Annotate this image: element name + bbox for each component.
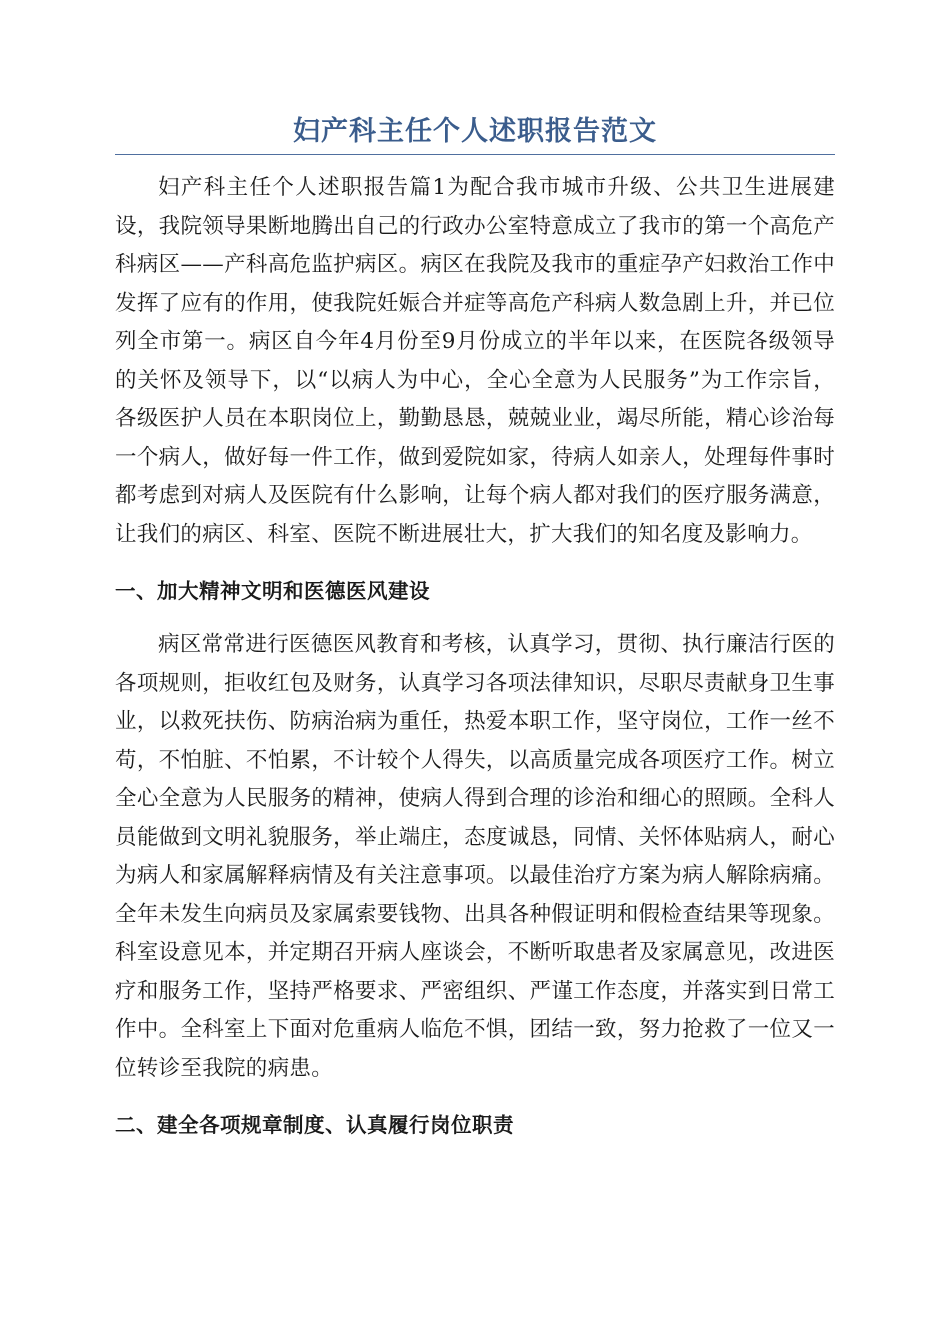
document-title: 妇产科主任个人述职报告范文	[293, 116, 657, 147]
section-1-heading: 一、加大精神文明和医德医风建设	[115, 579, 430, 603]
document-page	[115, 112, 835, 1160]
title-underline	[115, 154, 835, 155]
section-2-heading: 二、建全各项规章制度、认真履行岗位职责	[115, 1113, 514, 1137]
section-1-paragraph: 病区常常进行医德医风教育和考核，认真学习，贯彻、执行廉洁行医的各项规则，拒收红包及财务，认真学习各项法律知识，尽职尽责献身卫生事业，以救死扶伤、防病治病为重任，热爱本职工作，坚守岗位，工作一丝不苟，不怕脏、不怕累，不计较个人得失，以高质量完成各项医疗工作。树立全心全意为人民服务的精神，使病人得到合理的诊治和细心的照顾。全科人员能做到文明礼貌服务，举止端庄，态度诚恳，同情、关怀体贴病人，耐心为病人和家属解释病情及有关注意事项。以最佳治疗方案为病人解除病痛。全年未发生向病员及家属索要钱物、出具各种假证明和假检查结果等现象。科室设意见本，并定期召开病人座谈会，不断听取患者及家属意见，改进医疗和服务工作，坚持严格要求、严密组织、严谨工作态度，并落实到日常工作中。全科室上下面对危重病人临危不惧，团结一致，努力抢救了一位又一位转诊至我院的病患。	[115, 632, 835, 1081]
intro-paragraph: 妇产科主任个人述职报告篇1为配合我市城市升级、公共卫生进展建设，我院领导果断地腾出自己的行政办公室特意成立了我市的第一个高危产科病区——产科高危监护病区。病区在我院及我市的重症孕产妇救治工作中发挥了应有的作用，使我院妊娠合并症等高危产科病人数急剧上升，并已位列全市第一。病区自今年4月份至9月份成立的半年以来，在医院各级领导的关怀及领导下，以“以病人为中心，全心全意为人民服务”为工作宗旨，各级医护人员在本职岗位上，勤勤恳恳，兢兢业业，竭尽所能，精心诊治每一个病人，做好每一件工作，做到爱院如家，待病人如亲人，处理每件事时都考虑到对病人及医院有什么影响，让每个病人都对我们的医疗服务满意，让我们的病区、科室、医院不断进展壮大，扩大我们的知名度及影响力。	[115, 175, 835, 547]
